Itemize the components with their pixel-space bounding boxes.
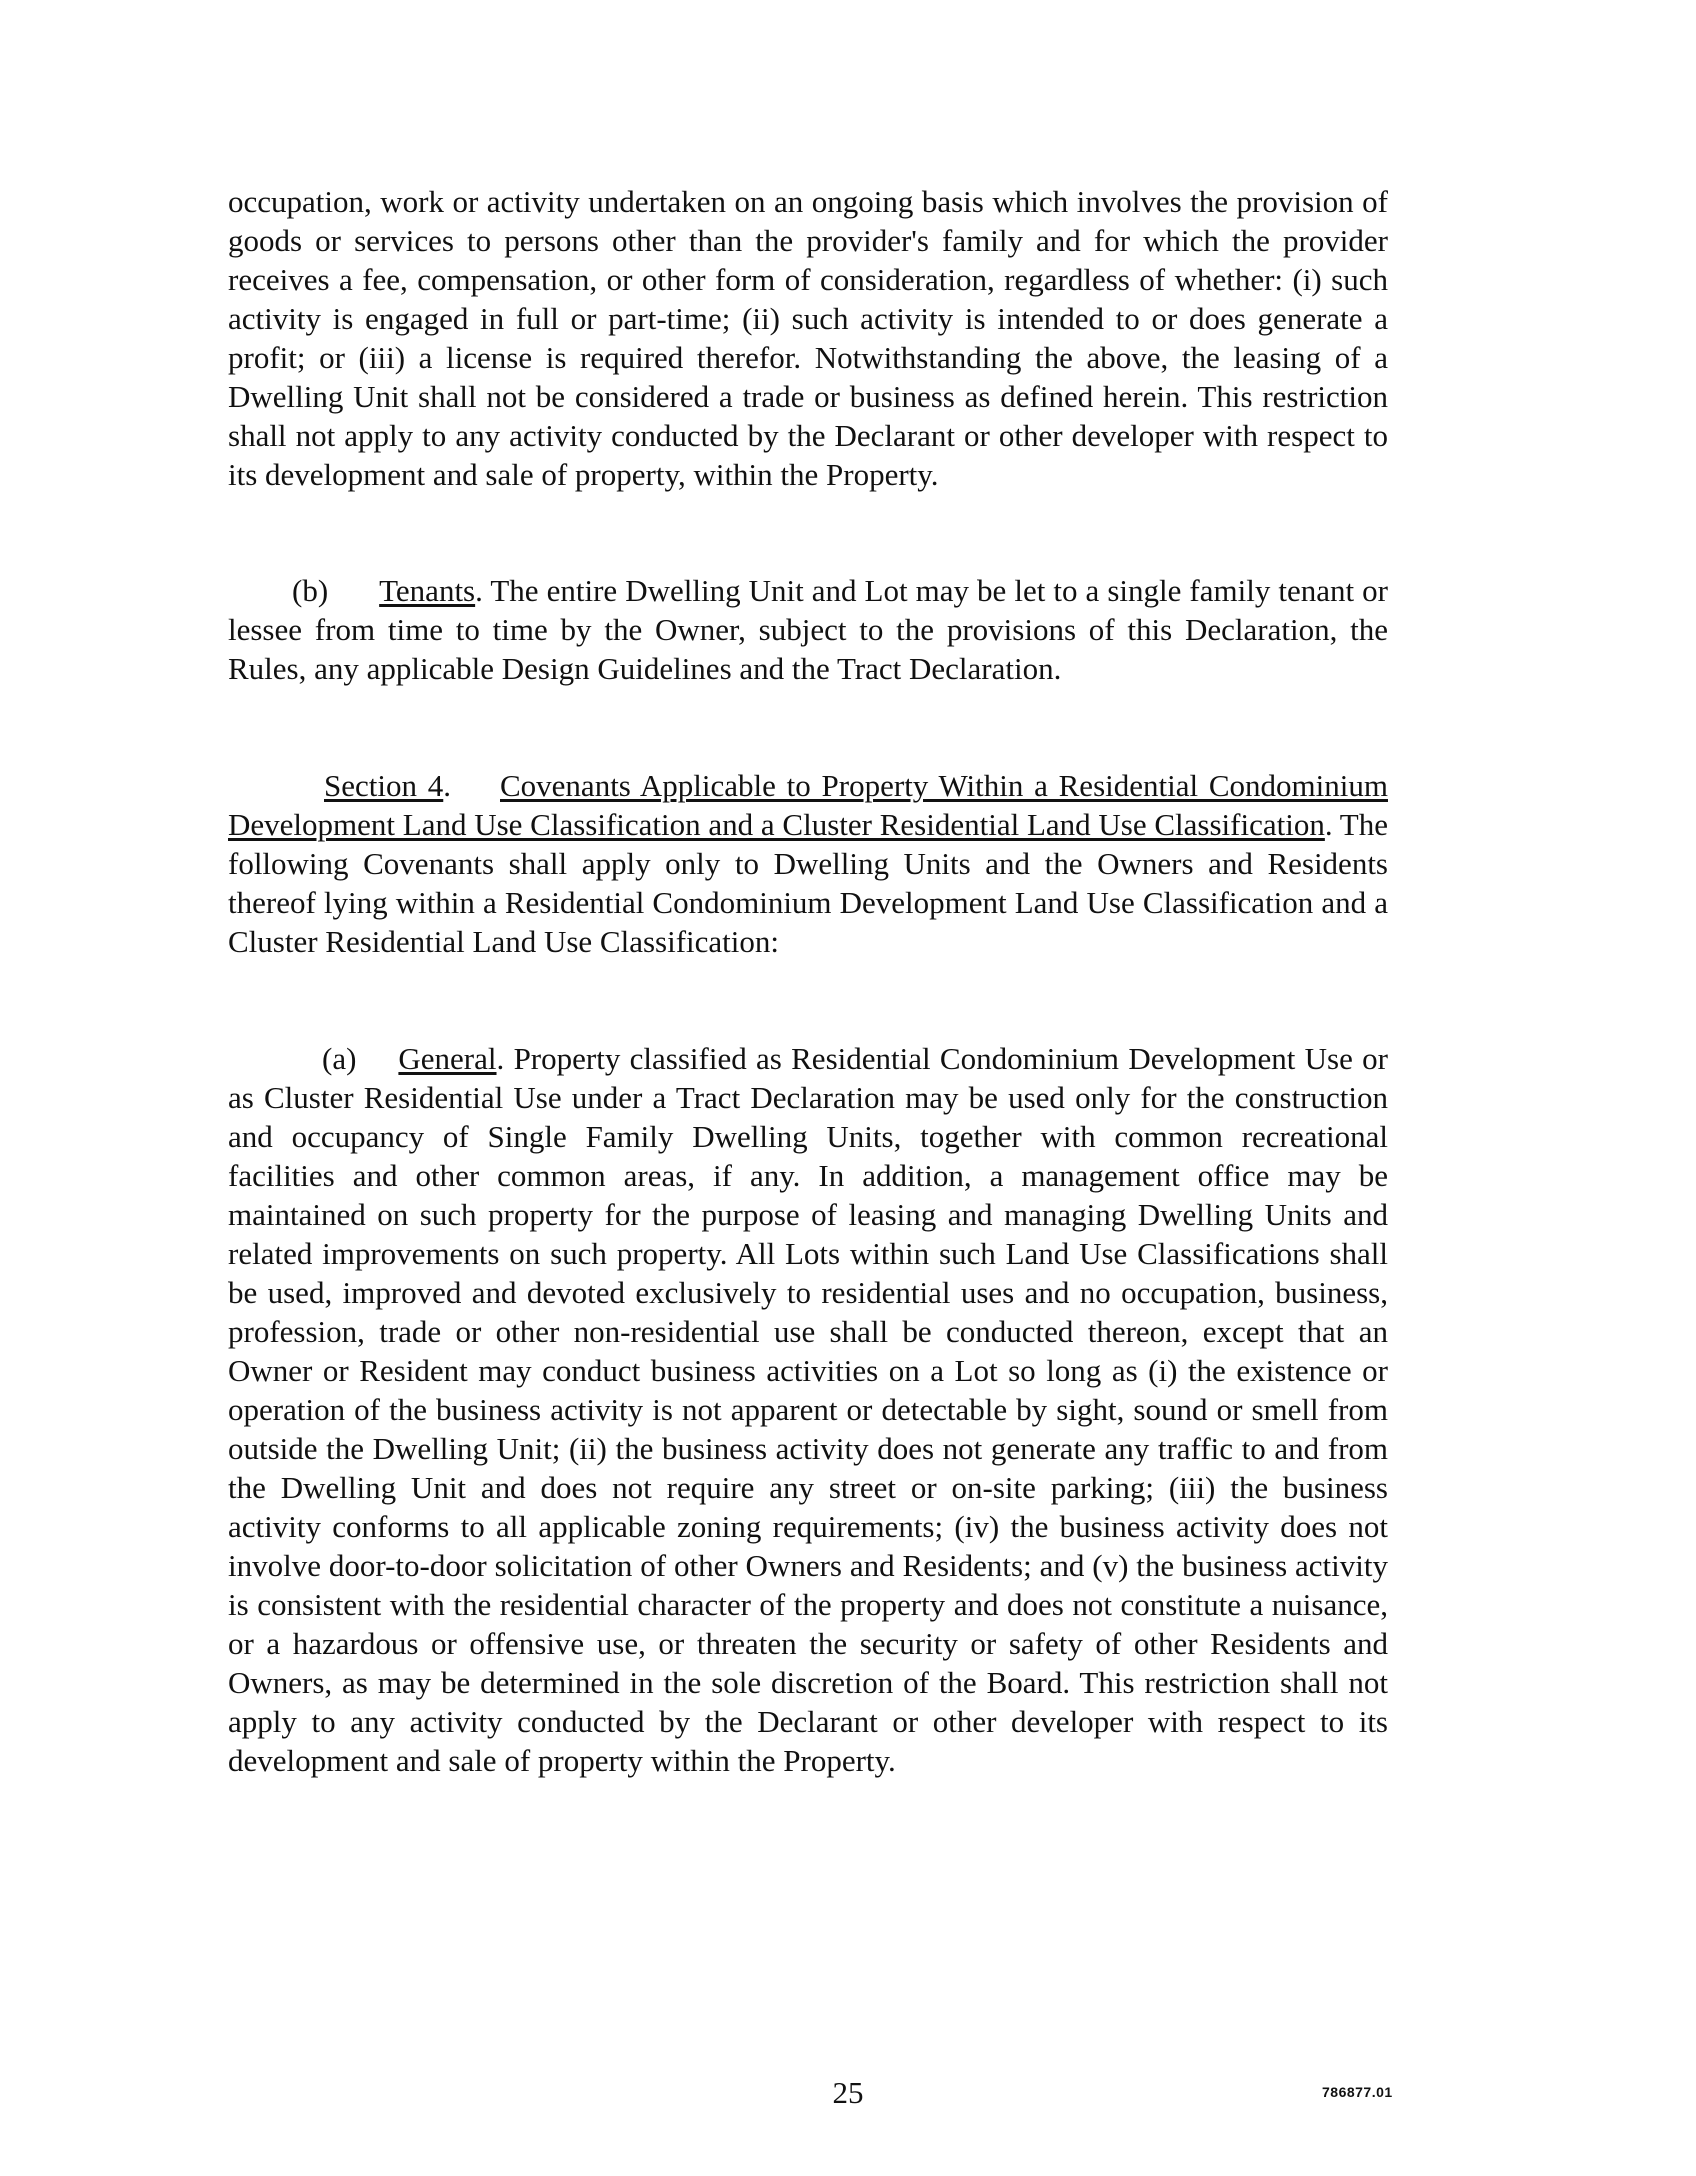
general-text: . Property classified as Residential Condominium Development Use or as Cluster Residential Use under a Tract Declaration may be used only for the construction and occupancy of Single Family Dwelling Units, together with common recreational facilities and other common areas, if any. In addition, a management office may be maintained on such property for the purpose of leasing and managing Dwelling Units and related improvements on such property. All Lots within such Land Use Classifications shall be used, improved and devoted exclusively to residential uses and no occupation, business, profession, trade or other non-residential use shall be conducted thereon, except that an Owner or Resident may conduct business activities on a Lot so long as (i) the existence or operation of the business activity is not apparent or detectable by sight, sound or smell from outside the Dwelling Unit; (ii) the business activity does not generate any traffic to and from the Dwelling Unit and does not require any street or on-site parking; (iii) the business activity conforms to all applicable zoning requirements; (iv) the business activity does not involve door-to-door solicitation of other Owners and Residents; and (v) the business activity is consistent with the residential character of the property and does not constitute a nuisance, or a hazardous or offensive use, or threaten the security or safety of other Residents and Owners, as may be determined in the sole discretion of the Board. This restriction shall not apply to any activity conducted by the Declarant or other developer with respect to its development and sale of property within the Property.	[228, 1041, 1388, 1778]
tenants-paragraph	[228, 571, 1388, 688]
section-4-paragraph	[228, 766, 1388, 961]
tenants-heading: Tenants	[379, 573, 476, 608]
section-4-heading: Covenants Applicable to Property Within a Residential Condominium Development Land Use Classification and a Cluster Residential Land Use Classification	[228, 768, 1388, 842]
general-label: (a)	[322, 1041, 357, 1076]
general-paragraph	[228, 1039, 1388, 1780]
tenants-text: . The entire Dwelling Unit and Lot may be let to a single family tenant or lessee from time to time by the Owner, subject to the provisions of this Declaration, the Rules, any applicable Design Guidelines and the Tract Declaration.	[228, 573, 1388, 686]
document-id: 786877.01	[1322, 2084, 1393, 2100]
section-4-label-suffix: .	[443, 768, 451, 803]
tenants-label: (b)	[292, 573, 329, 608]
page-number: 25	[832, 2075, 864, 2110]
continued-paragraph: occupation, work or activity undertaken on an ongoing basis which involves the provision of goods or services to persons other than the provider's family and for which the provider receives a fee, compensation, or other form of consideration, regardless of whether: (i) such activity is engaged in full or part-time; (ii) such activity is intended to or does generate a profit; or (iii) a license is required therefor. Notwithstanding the above, the leasing of a Dwelling Unit shall not be considered a trade or business as defined herein. This restriction shall not apply to any activity conducted by the Declarant or other developer with respect to its development and sale of property, within the Property.	[228, 184, 1388, 492]
section-4-label: Section 4	[324, 768, 444, 803]
section-4-text: . The following Covenants shall apply only to Dwelling Units and the Owners and Residents thereof lying within a Residential Condominium Development Land Use Classification and a Cluster Residential Land Use Classification:	[228, 807, 1389, 959]
general-heading: General	[398, 1041, 497, 1076]
